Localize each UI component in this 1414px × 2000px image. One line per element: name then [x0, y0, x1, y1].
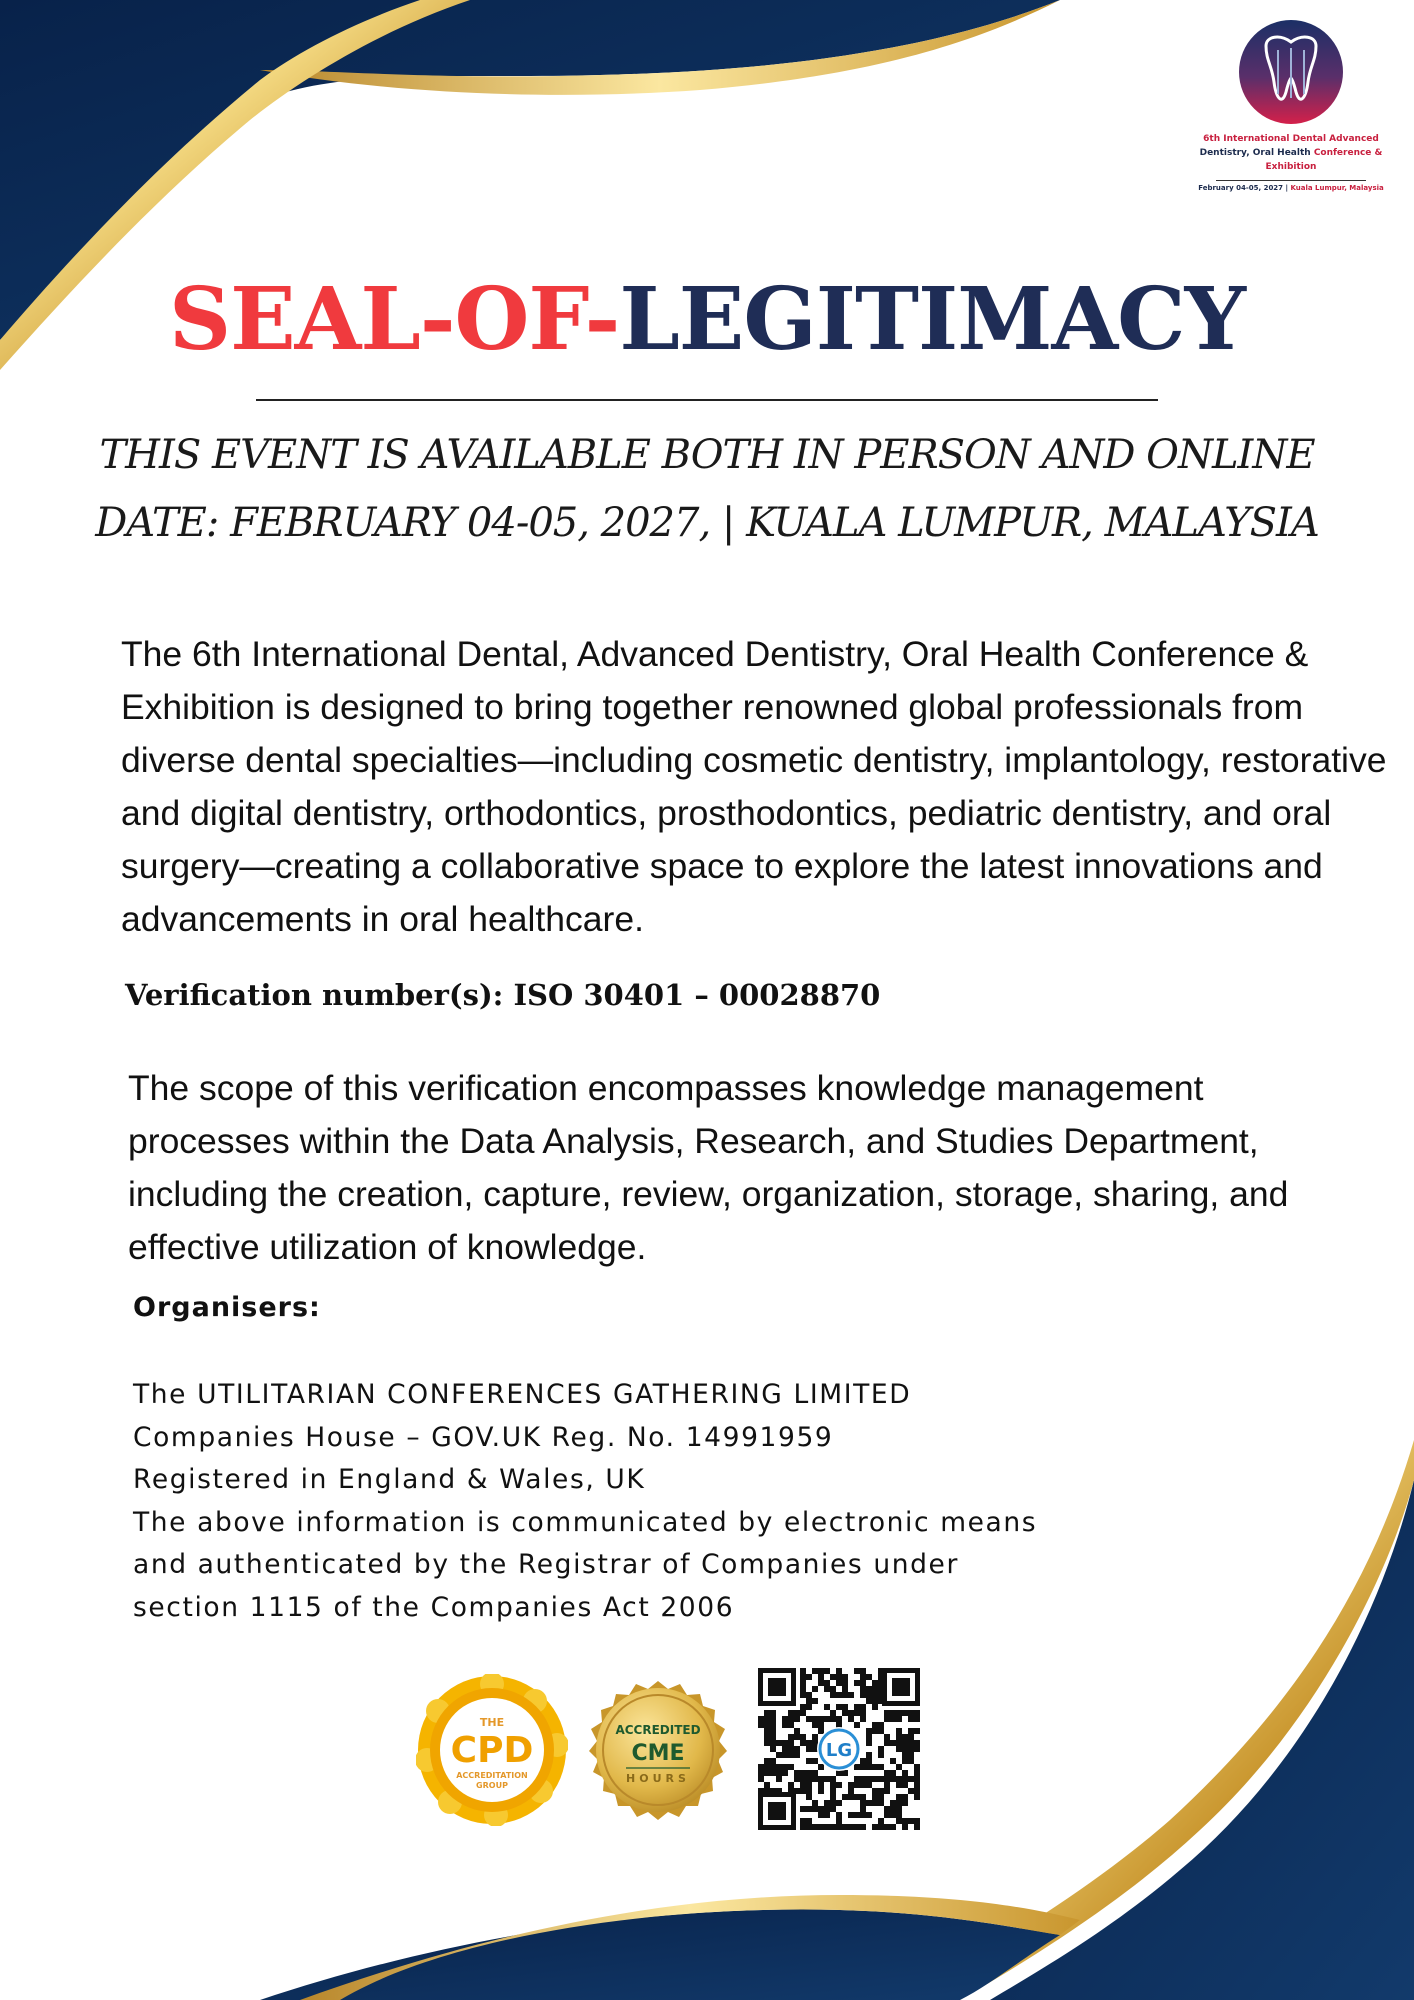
logo-title [1196, 132, 1386, 174]
cpd-accreditation-badge [416, 1674, 568, 1826]
cpd-badge-main-text: CPD [450, 1730, 534, 1771]
cme-badge-top-text: ACCREDITED [615, 1723, 701, 1737]
verification-scope: The scope of this verification encompasses knowledge management processes within the Data Analysis, Research, and Studies Department, including the creation, capture, review, organization, storage, sharing, and effective utilization of knowledge. [128, 1068, 1289, 1267]
cme-badge-main-text: CME [631, 1741, 685, 1766]
logo-title-line1: 6th International Dental Advanced [1203, 134, 1379, 144]
logo-date-line [1196, 184, 1386, 192]
organiser-line: section 1115 of the Companies Act 2006 [133, 1591, 735, 1623]
logo-title-line2b: Conference & [1313, 148, 1383, 158]
page-title [0, 265, 1414, 375]
title-red-part: SEAL-OF- [168, 269, 620, 370]
event-availability: THIS EVENT IS AVAILABLE BOTH IN PERSON AND ONLINE [99, 432, 1315, 478]
verification-number: Verification number(s): ISO 30401 – 00028870 [125, 978, 881, 1012]
organisers-details [133, 1374, 1037, 1629]
organiser-line: and authenticated by the Registrar of Companies under [133, 1549, 959, 1580]
tooth-icon [1239, 20, 1343, 124]
organisers-label: Organisers: [133, 1292, 321, 1323]
organiser-line: The UTILITARIAN CONFERENCES GATHERING LIMITED [133, 1379, 912, 1410]
qr-center-logo: LG [825, 1740, 853, 1761]
organiser-line: Companies House – GOV.UK Reg. No. 14991959 [133, 1421, 834, 1453]
organiser-line: The above information is communicated by electronic means [133, 1506, 1038, 1538]
cme-badge-sub-text: HOURS [626, 1772, 690, 1785]
logo-title-line3: Exhibition [1265, 162, 1317, 172]
bottom-navy-band [260, 1910, 1060, 2000]
logo-divider [1216, 180, 1366, 181]
cme-accreditation-badge [580, 1672, 736, 1828]
cpd-badge-top-text: THE [479, 1716, 505, 1729]
logo-date: February 04-05, 2027 | [1198, 184, 1291, 192]
qr-code[interactable] [756, 1666, 922, 1832]
event-description: The 6th International Dental, Advanced Dentistry, Oral Health Conference & Exhibition is designed to bring together renowned global professionals from diverse dental specialties—including cosmetic dentistry, implantology, restorative and digital dentistry, orthodontics, prosthodontics, pediatric dentistry, and oral surgery—creating a collaborative space to explore the latest innovations and advancements in oral healthcare. [121, 634, 1387, 939]
cpd-badge-group-text: GROUP [476, 1781, 508, 1790]
title-navy-part: LEGITIMACY [619, 269, 1246, 370]
cpd-badge-sub-text: ACCREDITATION [456, 1771, 528, 1780]
event-date-location: DATE: FEBRUARY 04-05, 2027, | KUALA LUMPUR, MALAYSIA [95, 500, 1319, 546]
conference-logo [1196, 20, 1386, 192]
logo-location: Kuala Lumpur, Malaysia [1290, 184, 1384, 192]
title-divider [256, 399, 1158, 401]
organiser-line: Registered in England & Wales, UK [133, 1464, 646, 1495]
logo-title-line2a: Dentistry, Oral Health [1199, 148, 1314, 158]
